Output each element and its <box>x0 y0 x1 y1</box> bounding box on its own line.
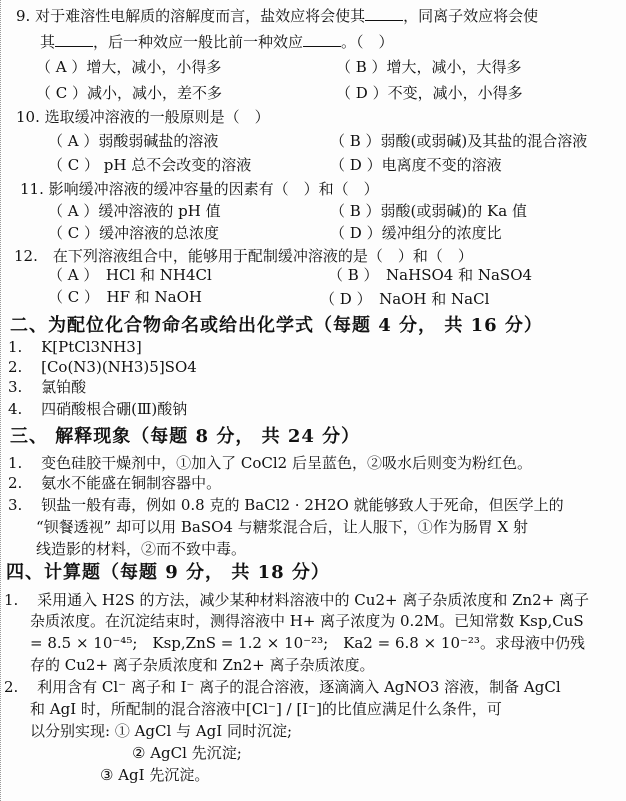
q9-blank-1 <box>365 6 403 21</box>
q9-number: 9. <box>16 7 31 25</box>
q9-option-a: （ A ）增大，减小，小得多 <box>36 58 222 76</box>
s4-q1-line-2: 杂质浓度。在沉淀结束时，测得溶液中 H+ 离子浓度为 0.2M。已知常数 Ksp,CuS <box>30 612 584 630</box>
q9-text-2b: ，后一种效应一般比前一种效应 <box>93 33 304 51</box>
q9-text-2a: 其 <box>40 33 56 51</box>
q9-text-1b: ，同离子效应将会使 <box>403 7 539 25</box>
q9-option-d: （ D ）不变，减小，小得多 <box>336 84 523 102</box>
s2-item-3 <box>8 378 86 396</box>
s4-q1-line-3: = 8.5 × 10⁻⁴⁵; Ksp,ZnS = 1.2 × 10⁻²³; Ka2 = 6.8 × 10⁻²³。求母液中仍残 <box>30 634 585 652</box>
section-3-title: 三、 解释现象（每题 8 分， 共 24 分） <box>10 426 361 447</box>
s2-item-4-num: 4. <box>8 400 23 418</box>
s4-q2-line-3: 以分别实现: ① AgCl 与 AgI 同时沉淀; <box>30 722 293 740</box>
section-4-title: 四、计算题（每题 9 分， 共 18 分） <box>6 562 330 583</box>
q11-option-b: （ B ）弱酸(或弱碱)的 Ka 值 <box>330 202 527 220</box>
q12-option-b: （ B ） NaHSO4 和 NaSO4 <box>328 266 533 284</box>
s4-q2-line-1 <box>4 678 561 696</box>
s3-item-2-text: 氨水不能盛在铜制容器中。 <box>41 474 222 492</box>
s3-item-1-num: 1. <box>8 454 23 472</box>
s2-item-3-num: 3. <box>8 378 23 396</box>
q9-option-b: （ B ）增大，减小，大得多 <box>336 58 522 76</box>
s2-item-2 <box>8 358 197 376</box>
s3-item-3-line-3: 线造影的材料，②而不致中毒。 <box>36 540 247 558</box>
q11-option-c: （ C ）缓冲溶液的总浓度 <box>48 224 220 242</box>
q10-option-d: （ D ）电离度不变的溶液 <box>330 156 502 174</box>
s3-item-2-num: 2. <box>8 474 23 492</box>
s3-item-3-num: 3. <box>8 496 23 514</box>
q12-option-a: （ A ） HCl 和 NH4Cl <box>48 266 212 284</box>
q11-stem: 11. 影响缓冲溶液的缓冲容量的因素有（ ）和（ ） <box>20 180 379 198</box>
s2-item-2-num: 2. <box>8 358 23 376</box>
q12-option-c: （ C ） HF 和 NaOH <box>48 288 202 306</box>
q9-blank-2 <box>55 32 93 47</box>
q9-blank-3 <box>303 32 341 47</box>
q9-line1 <box>16 6 538 25</box>
s4-q2-line-2: 和 AgI 时，所配制的混合溶液中[Cl⁻] / [I⁻]的比值应满足什么条件，可 <box>30 700 502 718</box>
q9-line2 <box>40 32 394 51</box>
s4-q2-line-4: ② AgCl 先沉淀; <box>132 744 242 762</box>
s4-q2-text-1: 利用含有 Cl⁻ 离子和 I⁻ 离子的混合溶液，逐滴滴入 AgNO3 溶液，制备 AgCl <box>37 678 561 696</box>
q10-option-b: （ B ）弱酸(或弱碱)及其盐的混合溶液 <box>330 132 588 150</box>
s2-item-2-text: [Co(N3)(NH3)5]SO4 <box>41 358 197 376</box>
q11-option-a: （ A ）缓冲溶液的 pH 值 <box>48 202 221 220</box>
q10-option-a: （ A ）弱酸弱碱盐的溶液 <box>48 132 219 150</box>
q11-option-d: （ D ）缓冲组分的浓度比 <box>330 224 502 242</box>
s4-q2-num: 2. <box>4 678 19 696</box>
s3-item-3 <box>8 496 564 514</box>
section-2-title: 二、为配位化合物命名或给出化学式（每题 4 分， 共 16 分） <box>10 315 543 336</box>
s4-q2-line-5: ③ AgI 先沉淀。 <box>100 766 210 784</box>
q12-stem: 12. 在下列溶液组合中，能够用于配制缓冲溶液的是（ ）和（ ） <box>14 247 473 265</box>
s4-q1-line-1 <box>4 591 589 609</box>
s2-item-3-text: 氯铂酸 <box>41 378 87 396</box>
s3-item-1 <box>8 454 532 472</box>
q9-text-1a: 对于难溶性电解质的溶解度而言，盐效应将会使其 <box>35 7 366 25</box>
s2-item-1-text: K[PtCl3NH3] <box>41 338 142 356</box>
s3-item-3-text-1: 钡盐一般有毒，例如 0.8 克的 BaCl2 · 2H2O 就能够致人于死命，但医学上的 <box>41 496 564 514</box>
s3-item-2 <box>8 474 221 492</box>
s2-item-4-text: 四硝酸根合硼(Ⅲ)酸钠 <box>41 400 188 418</box>
s4-q1-num: 1. <box>4 591 19 609</box>
s2-item-1 <box>8 338 142 356</box>
s3-item-1-text: 变色硅胶干燥剂中，①加入了 CoCl2 后呈蓝色，②吸水后则变为粉红色。 <box>41 454 532 472</box>
s2-item-4 <box>8 400 187 418</box>
s4-q1-line-4: 存的 Cu2+ 离子杂质浓度和 Zn2+ 离子杂质浓度。 <box>30 656 375 674</box>
binding-cut-mark <box>0 0 2 801</box>
q10-stem: 10. 选取缓冲溶液的一般原则是（ ） <box>16 108 270 126</box>
s3-item-3-line-2: “钡餐透视” 却可以用 BaSO4 与糖浆混合后，让人服下，①作为肠胃 X 射 <box>36 518 528 536</box>
q9-text-2c: 。（ ） <box>341 33 394 51</box>
s4-q1-text-1: 采用通入 H2S 的方法，减少某种材料溶液中的 Cu2+ 离子杂质浓度和 Zn2+ 离子 <box>37 591 590 609</box>
q12-option-d: （ D ） NaOH 和 NaCl <box>320 290 490 308</box>
s2-item-1-num: 1. <box>8 338 23 356</box>
q9-option-c: （ C ）减小，减小，差不多 <box>36 84 223 102</box>
q10-option-c: （ C ） pH 总不会改变的溶液 <box>48 156 252 174</box>
